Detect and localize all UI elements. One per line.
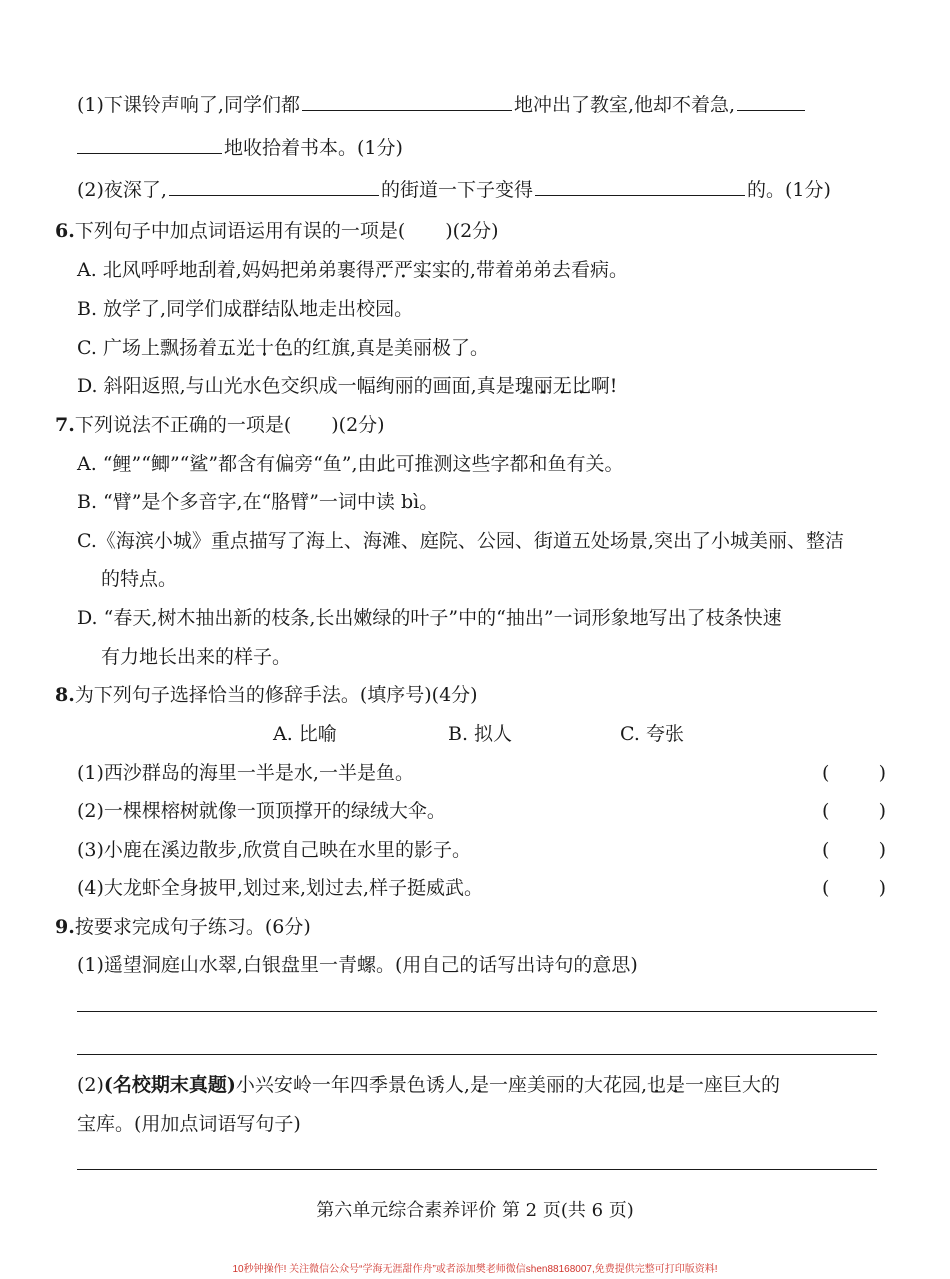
q6-stem-text: 下列句子中加点词语运用有误的一项是( bbox=[74, 220, 406, 242]
q5-s2-text-b: 的街道一下子变得 bbox=[380, 179, 533, 201]
q7-stem-text: 下列说法不正确的一项是( bbox=[74, 414, 292, 436]
option-text: B. 放学了,同学们 bbox=[77, 298, 224, 320]
q7-option-c-cont: 的特点。 bbox=[101, 568, 178, 590]
question-number: 6. bbox=[55, 220, 75, 242]
dotted-word bbox=[470, 1074, 489, 1096]
q6-option-c[interactable] bbox=[77, 335, 489, 361]
emphasis-char: 是 bbox=[666, 1074, 686, 1096]
paren-open: ( bbox=[822, 839, 830, 861]
answer-blank[interactable] bbox=[77, 133, 222, 154]
emphasis-char: 严 bbox=[393, 259, 413, 281]
paren-close: ) bbox=[878, 877, 886, 899]
source-tag: (名校期末真题) bbox=[103, 1074, 236, 1096]
emphasis-char: 光 bbox=[235, 337, 255, 359]
emphasis-char: 丽 bbox=[533, 375, 553, 397]
paren-close: ) bbox=[878, 839, 886, 861]
dotted-word bbox=[515, 375, 591, 397]
question-number: 7. bbox=[55, 414, 75, 436]
emphasis-char: 色 bbox=[274, 337, 294, 359]
sentence-text: 一座美丽的大花园, bbox=[488, 1074, 648, 1096]
q5-sentence-2 bbox=[77, 175, 831, 203]
q5-s1-text-b: 地冲出了教室,他却不着急, bbox=[513, 94, 736, 116]
q8-sentence-3: (3)小鹿在溪边散步,欣赏自己映在水里的影子。 bbox=[77, 839, 471, 861]
q8-choice-b: B. 拟人 bbox=[448, 723, 513, 745]
q9-sub-1: (1)遥望洞庭山水翠,白银盘里一青螺。(用自己的话写出诗句的意思) bbox=[77, 954, 638, 976]
paren-close: ) bbox=[878, 800, 886, 822]
emphasis-char: 五 bbox=[216, 337, 236, 359]
q6-stem-end: )(2分) bbox=[445, 220, 499, 242]
q7-option-d[interactable]: D. “春天,树木抽出新的枝条,长出嫩绿的叶子”中的“抽出”一词形象地写出了枝条快速 bbox=[77, 607, 782, 629]
q8-choice-a: A. 比喻 bbox=[273, 723, 337, 745]
option-text: 地走出校园。 bbox=[299, 298, 414, 320]
dotted-word bbox=[217, 337, 293, 359]
q7-option-c[interactable]: C.《海滨小城》重点描写了海上、海滩、庭院、公园、街道五处场景,突出了小城美丽、整洁 bbox=[77, 530, 844, 552]
q8-sentence-2: (2)一棵棵榕树就像一顶顶撑开的绿绒大伞。 bbox=[77, 800, 446, 822]
q9-sub-2-cont: 宝库。(用加点词语写句子) bbox=[77, 1113, 301, 1135]
q8-answer-4[interactable] bbox=[822, 875, 886, 901]
q5-sentence-1-cont bbox=[77, 133, 403, 161]
q7-option-d-cont: 有力地长出来的样子。 bbox=[101, 646, 292, 668]
q8-choice-c: C. 夸张 bbox=[620, 723, 684, 745]
answer-line[interactable] bbox=[77, 1169, 877, 1170]
q8-stem bbox=[55, 682, 478, 708]
option-text: 啊! bbox=[590, 375, 618, 397]
q8-stem-text: 为下列句子选择恰当的修辞手法。(填序号)(4分) bbox=[74, 684, 478, 706]
q7-option-a[interactable]: A. “鲤”“鲫”“鲨”都含有偏旁“鱼”,由此可推测这些字都和鱼有关。 bbox=[77, 453, 624, 475]
option-text: 的红旗,真是美丽极了。 bbox=[293, 337, 490, 359]
dotted-word bbox=[375, 259, 451, 281]
sentence-text: 一座巨大的 bbox=[685, 1074, 781, 1096]
q7-stem-end: )(2分) bbox=[331, 414, 385, 436]
q9-sub-2 bbox=[77, 1072, 780, 1098]
q9-stem bbox=[55, 914, 311, 940]
q5-sentence-1 bbox=[77, 90, 807, 118]
question-number: 8. bbox=[55, 684, 75, 706]
emphasis-char: 是 bbox=[469, 1074, 489, 1096]
emphasis-char: 无 bbox=[552, 375, 572, 397]
q6-stem bbox=[55, 218, 499, 244]
emphasis-char: 群 bbox=[242, 298, 262, 320]
paren-close: ) bbox=[878, 762, 886, 784]
emphasis-char: 队 bbox=[280, 298, 300, 320]
q7-option-b[interactable]: B. “臂”是个多音字,在“胳臂”一词中读 bì。 bbox=[77, 491, 439, 513]
notice-banner: 10秒钟操作! 关注微信公众号“学海无涯甜作舟”或者添加樊老师微信shen88168007,免费提供完整可打印版资料! bbox=[232, 1264, 718, 1275]
q7-stem bbox=[55, 412, 385, 438]
q6-option-a[interactable] bbox=[77, 257, 628, 283]
option-text: D. 斜阳返照,与山光水色交织成一幅绚丽的画面,真是 bbox=[77, 375, 515, 397]
dotted-word bbox=[647, 1074, 685, 1096]
emphasis-char: 比 bbox=[571, 375, 591, 397]
answer-blank[interactable] bbox=[737, 90, 805, 111]
option-text: 的,带着弟弟去看病。 bbox=[450, 259, 628, 281]
q8-sentence-1: (1)西沙群岛的海里一半是水,一半是鱼。 bbox=[77, 762, 414, 784]
answer-blank[interactable] bbox=[302, 90, 512, 111]
q8-sentence-4: (4)大龙虾全身披甲,划过来,划过去,样子挺威武。 bbox=[77, 877, 484, 899]
q5-s1-text-c: 地收拾着书本。(1分) bbox=[224, 137, 403, 159]
option-text: C. 广场上飘扬着 bbox=[77, 337, 217, 359]
q6-option-d[interactable] bbox=[77, 373, 617, 399]
emphasis-char: 也 bbox=[647, 1074, 667, 1096]
emphasis-char: 成 bbox=[223, 298, 243, 320]
question-number: 9. bbox=[55, 916, 75, 938]
sub-number: (2) bbox=[77, 1074, 104, 1096]
paren-open: ( bbox=[822, 762, 830, 784]
sentence-text: 小兴安岭一年四季景色诱人, bbox=[235, 1074, 470, 1096]
answer-line[interactable] bbox=[77, 1054, 877, 1055]
emphasis-char: 实 bbox=[412, 259, 432, 281]
q8-answer-2[interactable] bbox=[822, 798, 886, 824]
answer-line[interactable] bbox=[77, 1011, 877, 1012]
answer-blank[interactable] bbox=[169, 175, 379, 196]
q8-answer-1[interactable] bbox=[822, 760, 886, 786]
page-footer: 第六单元综合素养评价 第 2 页(共 6 页) bbox=[316, 1200, 634, 1221]
q5-s1-text-a: (1)下课铃声响了,同学们都 bbox=[77, 94, 300, 116]
emphasis-char: 结 bbox=[261, 298, 281, 320]
emphasis-char: 严 bbox=[374, 259, 394, 281]
answer-blank[interactable] bbox=[535, 175, 745, 196]
q5-s2-text-c: 的。(1分) bbox=[746, 179, 831, 201]
emphasis-char: 十 bbox=[254, 337, 274, 359]
paren-open: ( bbox=[822, 877, 830, 899]
dotted-word bbox=[223, 298, 299, 320]
q6-option-b[interactable] bbox=[77, 296, 413, 322]
paren-open: ( bbox=[822, 800, 830, 822]
q5-s2-text-a: (2)夜深了, bbox=[77, 179, 167, 201]
option-text: A. 北风呼呼地刮着,妈妈把弟弟裹得 bbox=[77, 259, 375, 281]
q8-answer-3[interactable] bbox=[822, 837, 886, 863]
q9-stem-text: 按要求完成句子练习。(6分) bbox=[74, 916, 311, 938]
emphasis-char: 瑰 bbox=[514, 375, 534, 397]
emphasis-char: 实 bbox=[431, 259, 451, 281]
